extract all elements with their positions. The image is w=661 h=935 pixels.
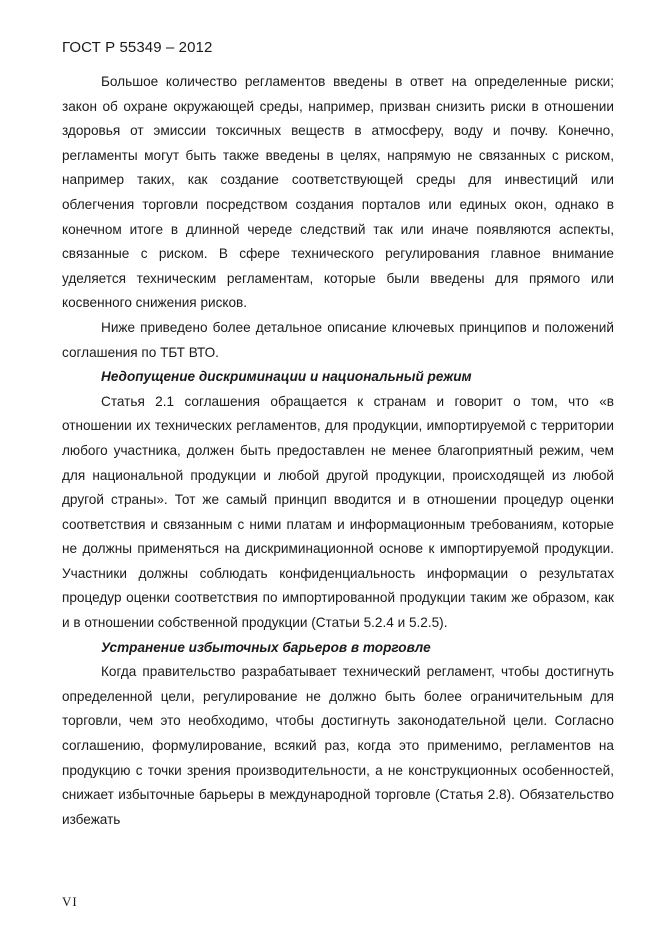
document-header: ГОСТ Р 55349 – 2012	[62, 39, 213, 56]
paragraph-regulation-development: Когда правительство разрабатывает технический регламент, чтобы достигнуть определенной цели, регулирование не должно быть более ограничительным для торговли, чем это необходимо, чтобы достигнуть законодательной цели. Согласно соглашению, формулирование, всякий раз, когда это применимо, регламентов на продукцию с точки зрения производительности, а не конструкционных особенностей, снижает избыточные барьеры в международной торговле (Статья 2.8). Обязательство избежать	[62, 664, 614, 827]
page-number: VI	[62, 894, 78, 909]
paragraph-overview: Ниже приведено более детальное описание ключевых принципов и положений соглашения по ТБТ ВТО.	[62, 319, 614, 360]
section-heading-non-discrimination: Недопущение дискриминации и национальный режим	[101, 369, 472, 385]
paragraph-article-2-1: Статья 2.1 соглашения обращается к странам и говорит о том, что «в отношении их технических регламентов, для продукции, импортируемой с территории любого участника, должен быть предоставлен не менее благоприятный режим, чем для национальной продукции и любой другой продукции, происходящей из любой другой страны». Тот же самый принцип вводится и в отношении процедур оценки соответствия и связанным с ними платам и информационным требованиям, которые не должны применяться на дискриминационной основе к импортируемой продукции. Участники должны соблюдать конфиденциальность информации о результатах процедур оценки соответствия по импортированной продукции таким же образом, как и в отношении собственной продукции (Статьи 5.2.4 и 5.2.5).	[62, 393, 614, 631]
document-body	[62, 70, 614, 832]
section-heading-trade-barriers: Устранение избыточных барьеров в торговле	[101, 639, 431, 655]
paragraph-risks: Большое количество регламентов введены в ответ на определенные риски; закон об охране окружающей среды, например, призван снизить риски в отношении здоровья от эмиссии токсичных веществ в атмосферу, воду и почву. Конечно, регламенты могут быть также введены в целях, напрямую не связанных с риском, например таких, как создание соответствующей среды для инвестиций или облегчения торговли посредством создания порталов или единых окон, однако в конечном итоге в длинной череде следствий так или иначе появляются аспекты, связанные с риском. В сфере технического регулирования главное внимание уделяется техническим регламентам, которые были введены для прямого или косвенного снижения рисков.	[62, 74, 614, 311]
